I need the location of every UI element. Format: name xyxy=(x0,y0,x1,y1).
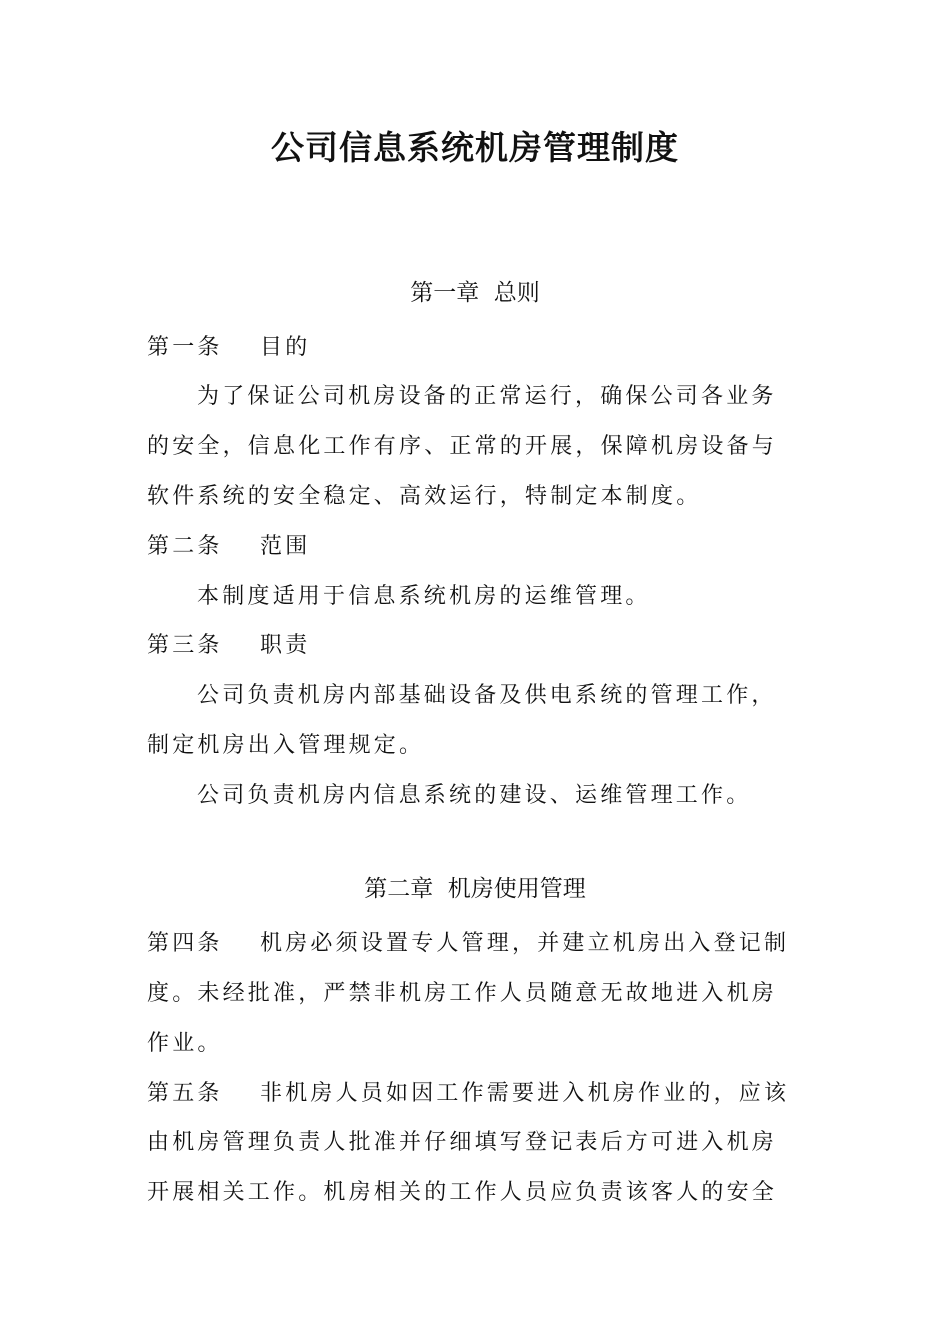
article-name: 范围 xyxy=(260,534,311,559)
paragraph-line: 由机房管理负责人批准并仔细填写登记表后方可进入机房 xyxy=(147,1130,778,1155)
article-number: 第四条 xyxy=(147,931,223,956)
paragraph-line: 开展相关工作。机房相关的工作人员应负责该客人的安全 xyxy=(147,1180,778,1205)
document-title: 公司信息系统机房管理制度 xyxy=(271,128,679,167)
chapter-heading: 第一章 总则 xyxy=(410,280,540,306)
article-number: 第三条 xyxy=(147,633,223,658)
paragraph-line: 软件系统的安全稳定、高效运行，特制定本制度。 xyxy=(147,484,702,509)
paragraph-line: 本制度适用于信息系统机房的运维管理。 xyxy=(197,584,651,609)
article-number: 第五条 xyxy=(147,1081,223,1106)
article-line xyxy=(147,928,817,960)
article-heading xyxy=(147,531,817,563)
article-number: 第二条 xyxy=(147,534,223,559)
paragraph-line: 公司负责机房内信息系统的建设、运维管理工作。 xyxy=(197,783,752,808)
paragraph-line: 机房必须设置专人管理，并建立机房出入登记制 xyxy=(260,931,790,956)
paragraph-line: 度。未经批准，严禁非机房工作人员随意无故地进入机房 xyxy=(147,981,778,1006)
article-name: 职责 xyxy=(260,633,311,658)
paragraph-line: 制定机房出入管理规定。 xyxy=(147,733,425,758)
paragraph-line: 公司负责机房内部基础设备及供电系统的管理工作， xyxy=(197,683,777,708)
article-name: 目的 xyxy=(260,335,311,360)
chapter-heading: 第二章 机房使用管理 xyxy=(364,876,586,902)
paragraph-line: 非机房人员如因工作需要进入机房作业的，应该 xyxy=(260,1081,790,1106)
paragraph-line: 为了保证公司机房设备的正常运行，确保公司各业务 xyxy=(197,384,777,409)
article-line xyxy=(147,1078,817,1110)
article-heading xyxy=(147,332,817,364)
article-number: 第一条 xyxy=(147,335,223,360)
paragraph-line: 的安全，信息化工作有序、正常的开展，保障机房设备与 xyxy=(147,434,778,459)
paragraph-line: 作业。 xyxy=(147,1031,223,1056)
article-heading xyxy=(147,630,817,662)
